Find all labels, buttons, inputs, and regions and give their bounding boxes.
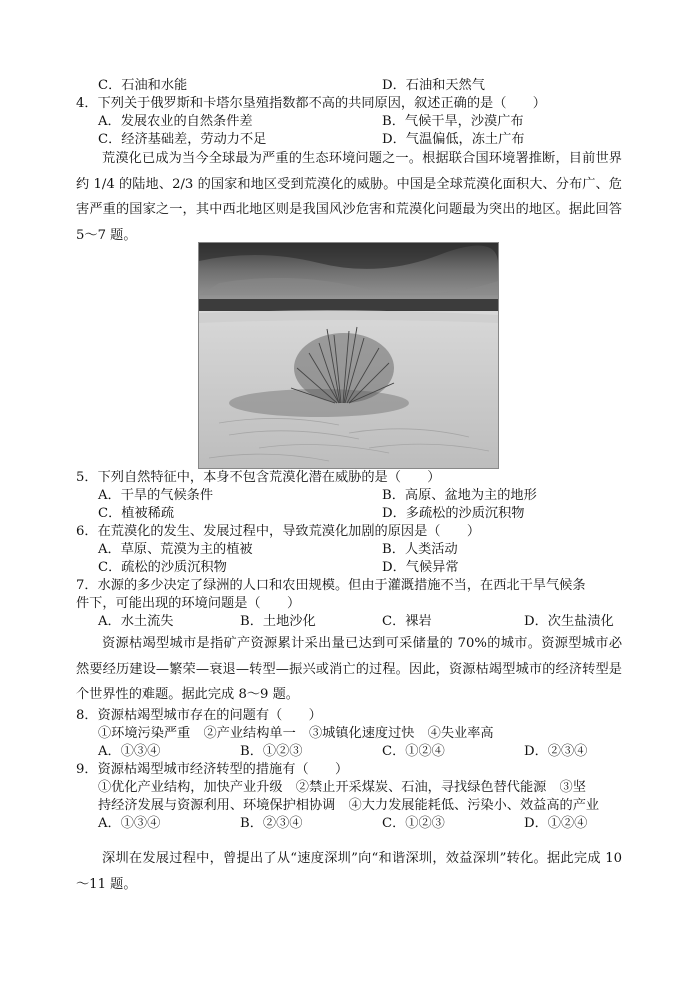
q8-items: ①环境污染严重 ②产业结构单一 ③城镇化速度过快 ④失业率高 [98, 726, 494, 741]
q7-option-c: C．裸岩 [382, 614, 432, 629]
q5-stem: 5．下列自然特征中，本身不包含荒漠化潜在威胁的是（ ） [76, 470, 441, 485]
q9-stem: 9．资源枯竭型城市经济转型的措施有（ ） [76, 762, 349, 777]
q4-option-a: A．发展农业的自然条件差 [98, 114, 253, 129]
q9-option-b: B．②③④ [240, 816, 303, 831]
q4-stem: 4．下列关于俄罗斯和卡塔尔垦殖指数都不高的共同原因，叙述正确的是（ ） [76, 96, 546, 111]
desert-shrub-photo [198, 242, 499, 469]
q5-option-b: B．高原、盆地为主的地形 [382, 488, 537, 503]
q7-option-b: B．土地沙化 [240, 614, 316, 629]
q6-option-a: A．草原、荒漠为主的植被 [98, 542, 253, 557]
q8-option-a: A．①③④ [98, 744, 161, 759]
q4-option-d: D．气温偏低，冻土广布 [382, 132, 525, 147]
q7-option-d: D．次生盐渍化 [524, 614, 614, 629]
q4-option-b: B．气候干旱，沙漠广布 [382, 114, 524, 129]
passage-desertification: 荒漠化已成为当今全球最为严重的生态环境问题之一。根据联合国环境署推断，目前世界约 1/4 的陆地、2/3 的国家和地区受到荒漠化的威胁。中国是全球荒漠化面积大、分布广、危害严重的国家之一，其中西北地区则是我国风沙危害和荒漠化问题最为突出的地区。据此回答 5～7 题。 [76, 151, 622, 243]
q6-option-c: C．疏松的沙质沉积物 [98, 560, 227, 575]
q8-stem: 8．资源枯竭型城市存在的问题有（ ） [76, 708, 322, 723]
q8-option-b: B．①②③ [240, 744, 303, 759]
q3-option-c: C．石油和水能 [98, 78, 188, 93]
passage-resource-cities: 资源枯竭型城市是指矿产资源累计采出量已达到可采储量的 70%的城市。资源型城市必然要经历建设—繁荣—衰退—转型—振兴或消亡的过程。因此，资源枯竭型城市的经济转型是个世界性的难题。据此完成 8～9 题。 [76, 636, 622, 702]
q7-stem-line1: 7．水源的多少决定了绿洲的人口和农田规模。但由于灌溉措施不当，在西北干旱气候条 [76, 578, 586, 593]
q5-option-a: A．干旱的气候条件 [98, 488, 214, 503]
q4-option-c: C．经济基础差，劳动力不足 [98, 132, 267, 147]
q8-option-d: D．②③④ [524, 744, 588, 759]
q9-option-c: C．①②③ [382, 816, 445, 831]
q6-option-d: D．气候异常 [382, 560, 459, 575]
q9-option-d: D．①②④ [524, 816, 588, 831]
q9-items-line2: 持经济发展与资源利用、环境保护相协调 ④大力发展能耗低、污染小、效益高的产业 [98, 798, 600, 813]
q6-stem: 6．在荒漠化的发生、发展过程中，导致荒漠化加剧的原因是（ ） [76, 524, 481, 539]
q7-stem-line2: 件下，可能出现的环境问题是（ ） [76, 596, 301, 611]
q8-option-c: C．①②④ [382, 744, 445, 759]
q9-option-a: A．①③④ [98, 816, 161, 831]
q9-items-line1: ①优化产业结构，加快产业升级 ②禁止开采煤炭、石油，寻找绿色替代能源 ③坚 [98, 780, 586, 795]
q7-option-a: A．水土流失 [98, 614, 174, 629]
q5-option-c: C．植被稀疏 [98, 506, 175, 521]
q6-option-b: B．人类活动 [382, 542, 458, 557]
q3-option-d: D．石油和天然气 [382, 78, 485, 93]
q5-option-d: D．多疏松的沙质沉积物 [382, 506, 525, 521]
passage-shenzhen: 深圳在发展过程中，曾提出了从“速度深圳”向“和谐深圳，效益深圳”转化。据此完成 10～11 题。 [76, 851, 622, 892]
